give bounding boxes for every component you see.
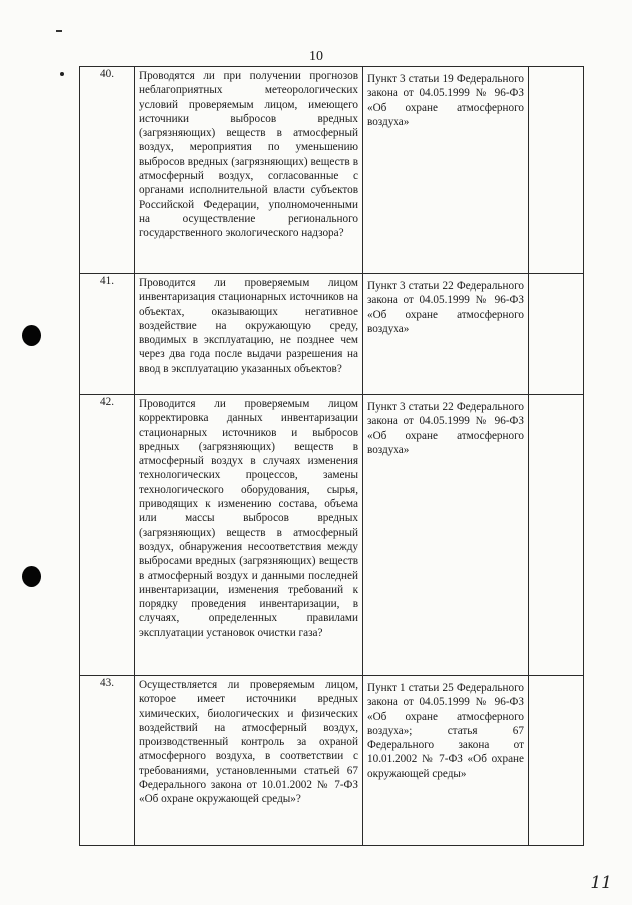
row-number: 41. (80, 274, 135, 395)
row-question: Проводится ли проверяемым лицом корректировка данных инвентаризации стационарных источников и выбросов вредных (загрязняющих) веществ в атмосферный воздух в случаях изменения технологических процессов, замены технологического оборудования, сырья, приводящих к изменению состава, объема или массы выбросов вредных (загрязняющих) веществ в атмосферный воздух, обнаружения несоответствия между выбросами вредных (загрязняющих) веществ в атмосферный воздух и данными последней инвентаризации, изменения требований к порядку проведения инвентаризации, в случаях, определенных правилами эксплуатации установок очистки газа? (135, 395, 363, 676)
row-question: Осуществляется ли проверяемым лицом, которое имеет источники вредных химических, биологических и физических воздействий на атмосферный воздух, производственный контроль за охраной атмосферного воздуха, в соответствии с требованиями, установленными статьей 67 Федерального закона от 10.01.2002 № 7-ФЗ «Об охране окружающей среды»? (135, 676, 363, 846)
row-question: Проводятся ли при получении прогнозов неблагоприятных метеорологических условий проверяемым лицом, имеющего источники выбросов вредных (загрязняющих) веществ в атмосферный воздух, мероприятия по уменьшению выбросов вредных (загрязняющих) веществ в атмосферный воздух, согласованные с органами исполнительной власти субъектов Российской Федерации, уполномоченными на осуществление регионального государственного экологического надзора? (135, 67, 363, 274)
row-answer-cell (529, 676, 584, 846)
row-reference: Пункт 1 статьи 25 Федерального закона от 04.05.1999 № 96-ФЗ «Об охране атмосферного воздуха»; статья 67 Федерального закона от 10.01.2002 № 7-ФЗ «Об охране окружающей среды» (363, 676, 529, 846)
row-reference: Пункт 3 статьи 22 Федерального закона от 04.05.1999 № 96-ФЗ «Об охране атмосферного воздуха» (363, 274, 529, 395)
row-reference: Пункт 3 статьи 19 Федерального закона от 04.05.1999 № 96-ФЗ «Об охране атмосферного воздуха» (363, 67, 529, 274)
handwritten-page-number: 11 (590, 873, 612, 893)
row-answer-cell (529, 395, 584, 676)
table-row (80, 676, 584, 846)
row-answer-cell (529, 274, 584, 395)
row-question: Проводится ли проверяемым лицом инвентаризация стационарных источников на объектах, оказывающих негативное воздействие на окружающую среду, вводимых в эксплуатацию, не позднее чем через два года после выдачи разрешения на ввод в эксплуатацию указанных объектов? (135, 274, 363, 395)
table-row (80, 395, 584, 676)
scan-dot (60, 72, 64, 76)
row-number: 43. (80, 676, 135, 846)
page-number: 10 (309, 49, 323, 64)
punch-hole-bottom (22, 566, 41, 587)
punch-hole-top (22, 325, 41, 346)
row-answer-cell (529, 67, 584, 274)
scan-mark (56, 30, 62, 32)
row-number: 40. (80, 67, 135, 274)
row-number: 42. (80, 395, 135, 676)
table-row (80, 274, 584, 395)
table-row (80, 67, 584, 274)
row-reference: Пункт 3 статьи 22 Федерального закона от 04.05.1999 № 96-ФЗ «Об охране атмосферного воздуха» (363, 395, 529, 676)
checklist-table (79, 66, 584, 846)
